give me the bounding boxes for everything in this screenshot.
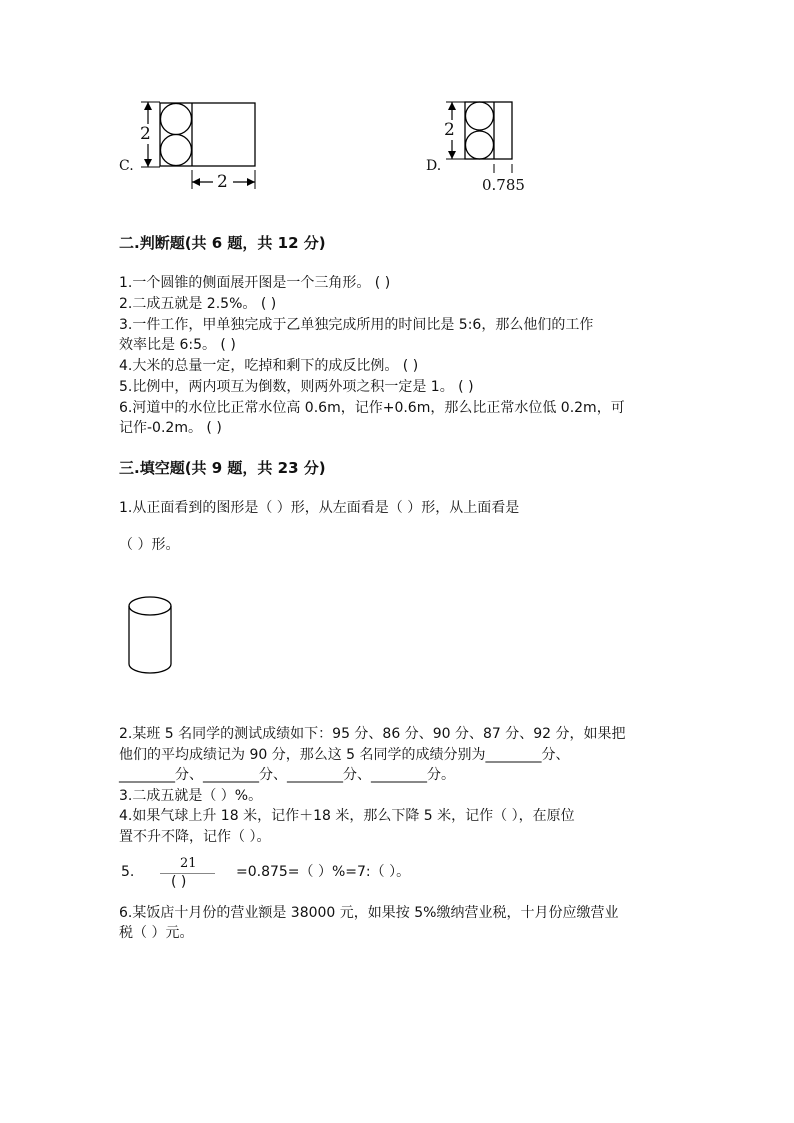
fraction-denominator: ( ) bbox=[171, 874, 187, 890]
fb-question-5-number: 5. bbox=[121, 864, 135, 880]
option-d-height-label: 2 bbox=[444, 120, 455, 140]
option-c-letter: C. bbox=[119, 158, 134, 174]
fb-question-2-line2: 他们的平均成绩记为 90 分，那么这 5 名同学的成绩分别为________分、 bbox=[119, 747, 570, 763]
fb-question-1-line1: 1.从正面看到的图形是（ ）形，从左面看是（ ）形，从上面看是 bbox=[119, 500, 520, 516]
option-c-width-label: 2 bbox=[217, 172, 228, 192]
section2-heading: 二.判断题(共 6 题，共 12 分) bbox=[119, 234, 326, 252]
option-c-height-label: 2 bbox=[140, 124, 151, 144]
tf-question-4: 4.大米的总量一定，吃掉和剩下的成反比例。 ( ) bbox=[119, 358, 419, 374]
tf-question-3-line1: 3.一件工作，甲单独完成于乙单独完成所用的时间比是 5:6，那么他们的工作 bbox=[119, 317, 594, 333]
fb-question-1-line2: （ ）形。 bbox=[119, 537, 180, 553]
section3-heading: 三.填空题(共 9 题，共 23 分) bbox=[119, 459, 326, 477]
fraction-bar bbox=[160, 873, 215, 874]
fb-question-4-line2: 置不升不降，记作（ ）。 bbox=[119, 829, 271, 845]
fb-question-2-line1: 2.某班 5 名同学的测试成绩如下：95 分、86 分、90 分、87 分、92 分，如果把 bbox=[119, 726, 626, 742]
tf-question-2: 2.二成五就是 2.5%。 ( ) bbox=[119, 296, 277, 312]
fb-question-3: 3.二成五就是（ ）%。 bbox=[119, 788, 263, 804]
option-d-width-label: 0.785 bbox=[482, 176, 525, 194]
fb-question-6-line1: 6.某饭店十月份的营业额是 38000 元，如果按 5%缴纳营业税，十月份应缴营业 bbox=[119, 905, 619, 921]
fb-question-6-line2: 税（ ）元。 bbox=[119, 925, 194, 941]
fb-question-4-line1: 4.如果气球上升 18 米，记作＋18 米，那么下降 5 米，记作（ ），在原位 bbox=[119, 808, 575, 824]
tf-question-5: 5.比例中，两内项互为倒数，则两外项之积一定是 1。 ( ) bbox=[119, 379, 474, 395]
option-d-letter: D. bbox=[426, 158, 442, 174]
tf-question-6-line1: 6.河道中的水位比正常水位高 0.6m，记作+0.6m，那么比正常水位低 0.2m，可 bbox=[119, 400, 625, 416]
fb-question-5-rest: =0.875=（ ）%=7:（ ）。 bbox=[236, 864, 411, 880]
tf-question-6-line2: 记作-0.2m。 ( ) bbox=[119, 420, 222, 436]
tf-question-1: 1.一个圆锥的侧面展开图是一个三角形。 ( ) bbox=[119, 275, 391, 291]
fb-question-2-line3: ________分、________分、________分、________分。 bbox=[119, 767, 455, 783]
tf-question-3-line2: 效率比是 6:5。 ( ) bbox=[119, 337, 236, 353]
fraction-numerator: 21 bbox=[180, 856, 197, 871]
